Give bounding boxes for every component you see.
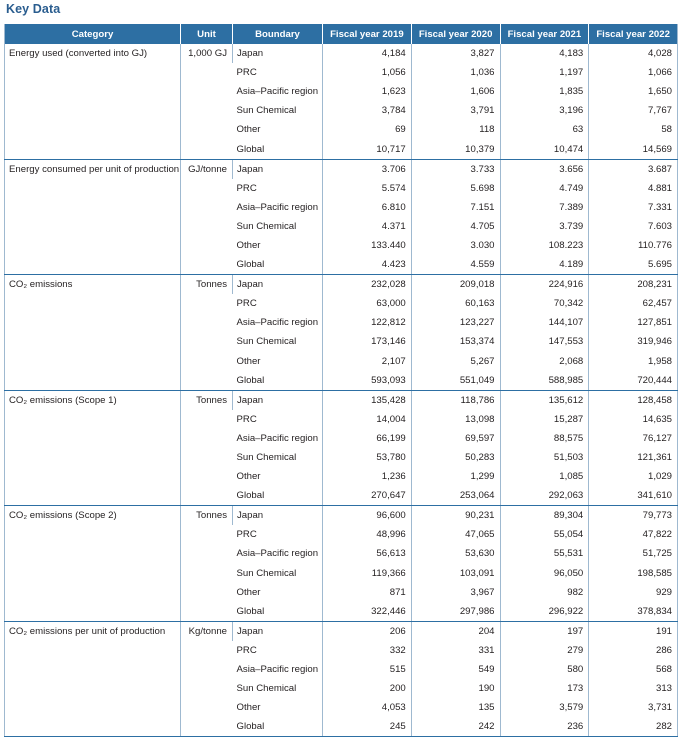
value-cell: 50,283: [411, 448, 500, 467]
key-data-table: [4, 24, 678, 737]
value-cell: 198,585: [589, 564, 678, 583]
value-cell: 70,342: [500, 294, 589, 313]
boundary-cell: PRC: [236, 67, 257, 79]
value-cell: 297,986: [411, 602, 500, 622]
value-cell: 56,613: [323, 544, 412, 563]
boundary-cell: Japan: [233, 44, 323, 63]
value-cell: 147,553: [500, 332, 589, 351]
value-cell: 2,107: [323, 352, 412, 371]
value-cell: 110.776: [589, 236, 678, 255]
value-cell: 319,946: [589, 332, 678, 351]
boundary-cell: Other: [236, 239, 261, 251]
value-cell: 89,304: [500, 506, 589, 526]
value-cell: 69: [323, 120, 412, 139]
boundary-cell: Global: [233, 139, 323, 159]
value-cell: 1,056: [323, 63, 412, 82]
value-cell: 7.389: [500, 198, 589, 217]
column-header-unit: Unit: [181, 24, 233, 44]
value-cell: 209,018: [411, 275, 500, 295]
value-cell: 135: [411, 698, 500, 717]
value-cell: 103,091: [411, 564, 500, 583]
value-cell: 1,085: [500, 467, 589, 486]
boundary-cell: Asia–Pacific region: [236, 86, 319, 98]
value-cell: 96,050: [500, 564, 589, 583]
value-cell: 4.423: [323, 255, 412, 275]
category-cell: CO₂ emissions (Scope 1): [5, 390, 181, 506]
value-cell: 1,236: [323, 467, 412, 486]
table-row: [5, 621, 678, 641]
value-cell: 14,004: [323, 410, 412, 429]
boundary-cell: Asia–Pacific region: [236, 201, 319, 213]
value-cell: 1,197: [500, 63, 589, 82]
boundary-cell: PRC: [236, 413, 257, 425]
category-cell: CO₂ emissions (Scope 2): [5, 506, 181, 622]
table-row: [5, 44, 678, 63]
value-cell: 121,361: [589, 448, 678, 467]
boundary-cell: Other: [236, 586, 261, 598]
unit-cell: Kg/tonne: [181, 621, 233, 737]
value-cell: 3,827: [411, 44, 500, 63]
table-body: [5, 44, 678, 737]
value-cell: 122,812: [323, 313, 412, 332]
value-cell: 119,366: [323, 564, 412, 583]
value-cell: 1,650: [589, 82, 678, 101]
boundary-cell: Sun Chemical: [236, 683, 297, 695]
value-cell: 929: [589, 583, 678, 602]
value-cell: 331: [411, 641, 500, 660]
value-cell: 14,569: [589, 139, 678, 159]
boundary-cell: Global: [233, 371, 323, 391]
boundary-cell: PRC: [236, 644, 257, 656]
value-cell: 3,196: [500, 101, 589, 120]
value-cell: 5.698: [411, 179, 500, 198]
unit-cell: GJ/tonne: [181, 159, 233, 275]
value-cell: 3.739: [500, 217, 589, 236]
value-cell: 4.705: [411, 217, 500, 236]
boundary-cell: Global: [233, 717, 323, 737]
value-cell: 153,374: [411, 332, 500, 351]
value-cell: 96,600: [323, 506, 412, 526]
value-cell: 3,579: [500, 698, 589, 717]
value-cell: 3.030: [411, 236, 500, 255]
value-cell: 253,064: [411, 486, 500, 506]
value-cell: 236: [500, 717, 589, 737]
boundary-cell: Sun Chemical: [236, 220, 297, 232]
value-cell: 123,227: [411, 313, 500, 332]
table-row: [5, 275, 678, 295]
value-cell: 1,036: [411, 63, 500, 82]
column-header-boundary: Boundary: [233, 24, 323, 44]
value-cell: 10,474: [500, 139, 589, 159]
value-cell: 270,647: [323, 486, 412, 506]
value-cell: 173,146: [323, 332, 412, 351]
value-cell: 5.574: [323, 179, 412, 198]
value-cell: 313: [589, 679, 678, 698]
value-cell: 200: [323, 679, 412, 698]
column-header-fy2019: Fiscal year 2019: [323, 24, 412, 44]
value-cell: 127,851: [589, 313, 678, 332]
value-cell: 63: [500, 120, 589, 139]
value-cell: 242: [411, 717, 500, 737]
boundary-cell: Asia–Pacific region: [236, 432, 319, 444]
value-cell: 118: [411, 120, 500, 139]
value-cell: 2,068: [500, 352, 589, 371]
value-cell: 4,183: [500, 44, 589, 63]
boundary-cell: Global: [233, 602, 323, 622]
value-cell: 60,163: [411, 294, 500, 313]
boundary-cell: PRC: [236, 298, 257, 310]
value-cell: 4,028: [589, 44, 678, 63]
value-cell: 4.559: [411, 255, 500, 275]
value-cell: 3,784: [323, 101, 412, 120]
value-cell: 593,093: [323, 371, 412, 391]
value-cell: 79,773: [589, 506, 678, 526]
boundary-cell: Asia–Pacific region: [236, 664, 319, 676]
value-cell: 279: [500, 641, 589, 660]
value-cell: 14,635: [589, 410, 678, 429]
boundary-cell: Other: [236, 471, 261, 483]
value-cell: 588,985: [500, 371, 589, 391]
value-cell: 568: [589, 660, 678, 679]
value-cell: 62,457: [589, 294, 678, 313]
value-cell: 551,049: [411, 371, 500, 391]
value-cell: 3.687: [589, 159, 678, 179]
value-cell: 5,267: [411, 352, 500, 371]
value-cell: 3.656: [500, 159, 589, 179]
value-cell: 322,446: [323, 602, 412, 622]
unit-cell: Tonnes: [181, 506, 233, 622]
table-row: [5, 159, 678, 179]
value-cell: 47,065: [411, 525, 500, 544]
value-cell: 144,107: [500, 313, 589, 332]
value-cell: 63,000: [323, 294, 412, 313]
value-cell: 3,967: [411, 583, 500, 602]
value-cell: 982: [500, 583, 589, 602]
value-cell: 1,299: [411, 467, 500, 486]
value-cell: 1,623: [323, 82, 412, 101]
value-cell: 135,428: [323, 390, 412, 410]
boundary-cell: Japan: [233, 275, 323, 295]
value-cell: 720,444: [589, 371, 678, 391]
value-cell: 4,184: [323, 44, 412, 63]
value-cell: 76,127: [589, 429, 678, 448]
value-cell: 53,780: [323, 448, 412, 467]
category-cell: CO₂ emissions per unit of production: [5, 621, 181, 737]
value-cell: 1,606: [411, 82, 500, 101]
value-cell: 173: [500, 679, 589, 698]
value-cell: 3.706: [323, 159, 412, 179]
value-cell: 4.189: [500, 255, 589, 275]
boundary-cell: Global: [233, 255, 323, 275]
column-header-category: Category: [5, 24, 181, 44]
value-cell: 47,822: [589, 525, 678, 544]
unit-cell: Tonnes: [181, 275, 233, 391]
boundary-cell: Other: [236, 124, 261, 136]
value-cell: 191: [589, 621, 678, 641]
value-cell: 133.440: [323, 236, 412, 255]
value-cell: 296,922: [500, 602, 589, 622]
value-cell: 3,731: [589, 698, 678, 717]
unit-cell: Tonnes: [181, 390, 233, 506]
boundary-cell: Other: [236, 355, 261, 367]
boundary-cell: PRC: [236, 182, 257, 194]
value-cell: 208,231: [589, 275, 678, 295]
value-cell: 1,029: [589, 467, 678, 486]
boundary-cell: Japan: [233, 159, 323, 179]
value-cell: 282: [589, 717, 678, 737]
value-cell: 3.733: [411, 159, 500, 179]
value-cell: 108.223: [500, 236, 589, 255]
value-cell: 6.810: [323, 198, 412, 217]
value-cell: 197: [500, 621, 589, 641]
value-cell: 118,786: [411, 390, 500, 410]
value-cell: 292,063: [500, 486, 589, 506]
value-cell: 378,834: [589, 602, 678, 622]
value-cell: 4.749: [500, 179, 589, 198]
value-cell: 4,053: [323, 698, 412, 717]
value-cell: 5.695: [589, 255, 678, 275]
value-cell: 332: [323, 641, 412, 660]
boundary-cell: Japan: [233, 621, 323, 641]
value-cell: 1,835: [500, 82, 589, 101]
value-cell: 53,630: [411, 544, 500, 563]
value-cell: 55,054: [500, 525, 589, 544]
boundary-cell: Japan: [233, 390, 323, 410]
value-cell: 69,597: [411, 429, 500, 448]
boundary-cell: Asia–Pacific region: [236, 548, 319, 560]
value-cell: 7.331: [589, 198, 678, 217]
value-cell: 128,458: [589, 390, 678, 410]
header-row: [5, 24, 678, 44]
value-cell: 88,575: [500, 429, 589, 448]
value-cell: 190: [411, 679, 500, 698]
boundary-cell: Asia–Pacific region: [236, 317, 319, 329]
value-cell: 341,610: [589, 486, 678, 506]
value-cell: 3,791: [411, 101, 500, 120]
unit-cell: 1,000 GJ: [181, 44, 233, 159]
table-header: [5, 24, 678, 44]
value-cell: 1,066: [589, 63, 678, 82]
value-cell: 90,231: [411, 506, 500, 526]
table-row: [5, 390, 678, 410]
value-cell: 232,028: [323, 275, 412, 295]
value-cell: 7.151: [411, 198, 500, 217]
value-cell: 204: [411, 621, 500, 641]
boundary-cell: Global: [233, 486, 323, 506]
page-title: Key Data: [6, 2, 61, 16]
value-cell: 51,725: [589, 544, 678, 563]
value-cell: 51,503: [500, 448, 589, 467]
category-cell: Energy consumed per unit of production: [5, 159, 181, 275]
boundary-cell: Sun Chemical: [236, 336, 297, 348]
value-cell: 7.603: [589, 217, 678, 236]
value-cell: 7,767: [589, 101, 678, 120]
value-cell: 10,717: [323, 139, 412, 159]
value-cell: 135,612: [500, 390, 589, 410]
value-cell: 515: [323, 660, 412, 679]
table-row: [5, 506, 678, 526]
boundary-cell: Japan: [233, 506, 323, 526]
column-header-fy2022: Fiscal year 2022: [589, 24, 678, 44]
boundary-cell: PRC: [236, 529, 257, 541]
category-cell: Energy used (converted into GJ): [5, 44, 181, 159]
value-cell: 15,287: [500, 410, 589, 429]
value-cell: 206: [323, 621, 412, 641]
value-cell: 245: [323, 717, 412, 737]
column-header-fy2021: Fiscal year 2021: [500, 24, 589, 44]
category-cell: CO₂ emissions: [5, 275, 181, 391]
value-cell: 4.371: [323, 217, 412, 236]
value-cell: 549: [411, 660, 500, 679]
value-cell: 66,199: [323, 429, 412, 448]
boundary-cell: Other: [236, 702, 261, 714]
value-cell: 1,958: [589, 352, 678, 371]
value-cell: 10,379: [411, 139, 500, 159]
value-cell: 286: [589, 641, 678, 660]
boundary-cell: Sun Chemical: [236, 105, 297, 117]
value-cell: 871: [323, 583, 412, 602]
value-cell: 58: [589, 120, 678, 139]
value-cell: 13,098: [411, 410, 500, 429]
value-cell: 48,996: [323, 525, 412, 544]
value-cell: 224,916: [500, 275, 589, 295]
boundary-cell: Sun Chemical: [236, 567, 297, 579]
value-cell: 55,531: [500, 544, 589, 563]
boundary-cell: Sun Chemical: [236, 452, 297, 464]
column-header-fy2020: Fiscal year 2020: [411, 24, 500, 44]
value-cell: 580: [500, 660, 589, 679]
value-cell: 4.881: [589, 179, 678, 198]
